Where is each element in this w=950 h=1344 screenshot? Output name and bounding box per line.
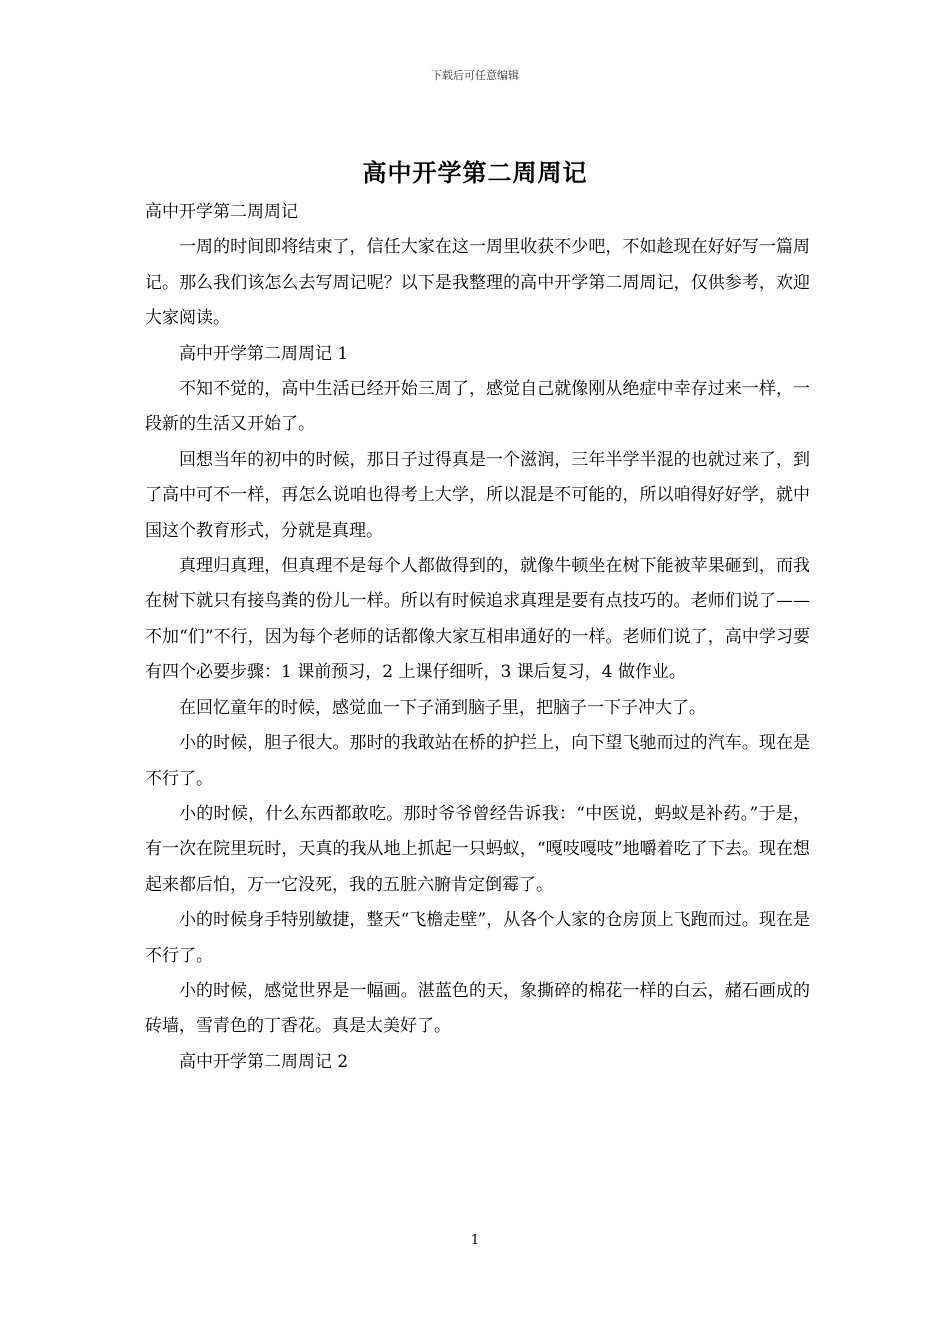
document-title: 高中开学第二周周记 (362, 158, 588, 187)
paragraph: 小的时候，什么东西都敢吃。那时爷爷曾经告诉我：“中医说，蚂蚁是补药。”于是，有一次在院里玩时，天真的我从地上抓起一只蚂蚁，“嘎吱嘎吱”地嚼着吃了下去。现在想起来都后怕，万一它没死，我的五脏六腑肯定倒霉了。 (145, 803, 810, 895)
paragraph: 不知不觉的，高中生活已经开始三周了，感觉自己就像刚从绝症中幸存过来一样，一段新的生活又开始了。 (145, 379, 810, 435)
paragraph-intro: 一周的时间即将结束了，信任大家在这一周里收获不少吧，不如趁现在好好写一篇周记。那么我们该怎么去写周记呢？以下是我整理的高中开学第二周周记，仅供参考，欢迎大家阅读。 (145, 237, 810, 329)
header-note: 下载后可任意编辑 (431, 69, 519, 82)
paragraph: 小的时候，感觉世界是一幅画。湛蓝色的天，象撕碎的棉花一样的白云，赭石画成的砖墙，雪青色的丁香花。真是太美好了。 (145, 980, 810, 1037)
section-heading-2: 高中开学第二周周记 2 (179, 1051, 349, 1072)
section-heading-1: 高中开学第二周周记 1 (179, 343, 349, 364)
paragraph: 小的时候，胆子很大。那时的我敢站在桥的护拦上，向下望飞驰而过的汽车。现在是不行了。 (145, 733, 810, 789)
paragraph: 在回忆童年的时候，感觉血一下子涌到脑子里，把脑子一下子冲大了。 (179, 697, 706, 718)
document-body (145, 195, 810, 1080)
paragraph: 小的时候身手特别敏捷，整天“飞檐走壁”，从各个人家的仓房顶上飞跑而过。现在是不行了。 (145, 910, 810, 966)
paragraph: 回想当年的初中的时候，那日子过得真是一个滋润，三年半学半混的也就过来了，到了高中可不一样，再怎么说咱也得考上大学，所以混是不可能的，所以咱得好好学，就中国这个教育形式，分就是真理。 (145, 449, 810, 541)
paragraph: 真理归真理，但真理不是每个人都做得到的，就像牛顿坐在树下能被苹果砸到，而我在树下就只有接鸟粪的份儿一样。所以有时候追求真理是要有点技巧的。老师们说了——不加“们”不行，因为每个老师的话都像大家互相串通好的一样。老师们说了，高中学习要有四个必要步骤：1 课前预习，2 上课仔细听，3 课后复习，4 做作业。 (145, 556, 810, 683)
document-subtitle: 高中开学第二周周记 (145, 202, 298, 222)
page-number: 1 (470, 1233, 480, 1248)
